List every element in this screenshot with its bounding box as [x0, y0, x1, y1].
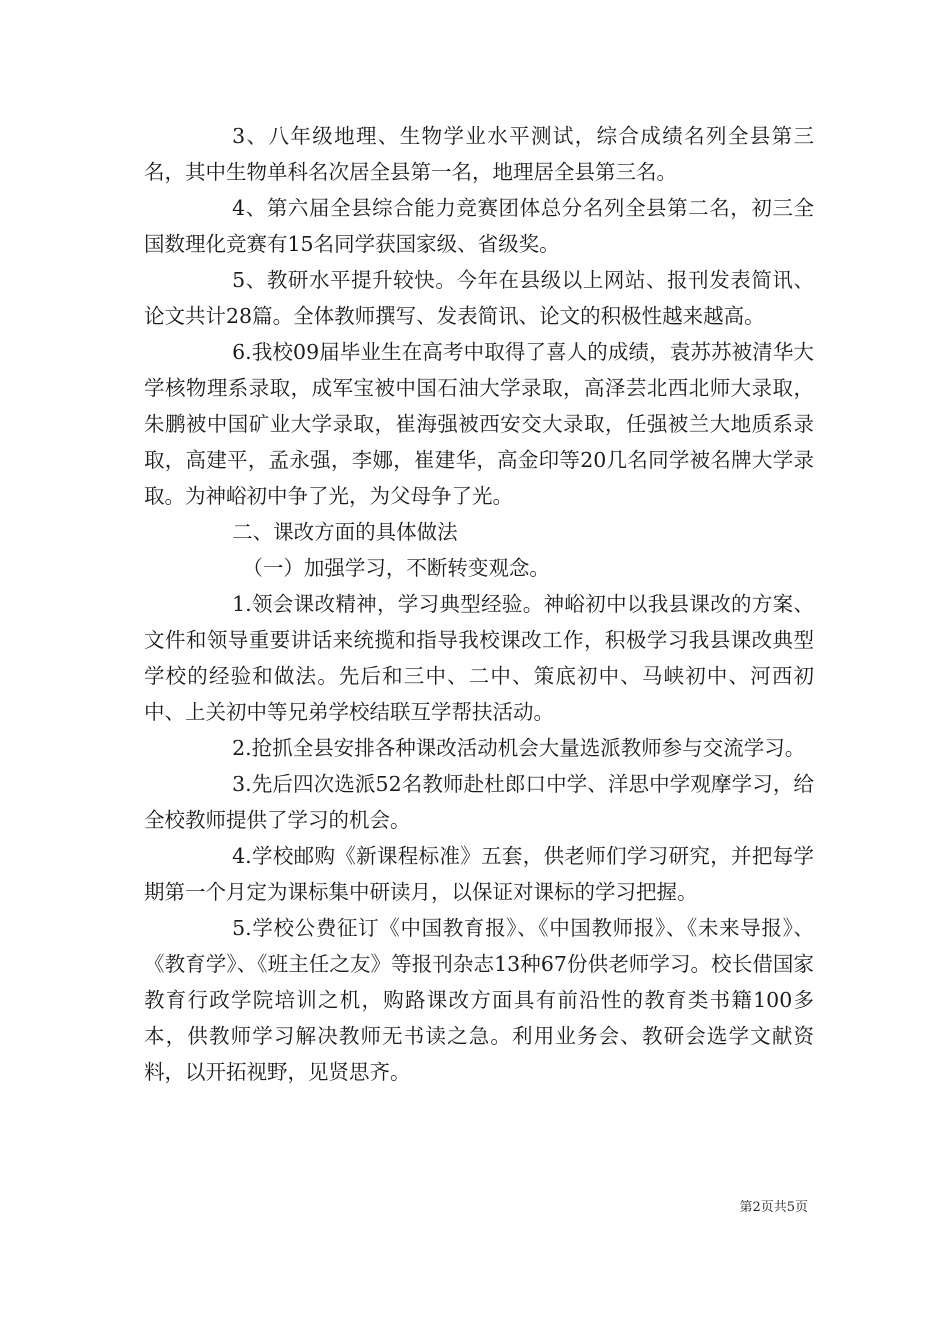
paragraph-item-5: 5、教研水平提升较快。今年在县级以上网站、报刊发表简讯、论文共计28篇。全体教师撰写、发表简讯、论文的积极性越来越高。 — [144, 268, 814, 328]
paragraph-practice-1: 1.领会课改精神，学习典型经验。神峪初中以我县课改的方案、文件和领导重要讲话来统揽和指导我校课改工作，积极学习我县课改典型学校的经验和做法。先后和三中、二中、策底初中、马峡初中、河西初中、上关初中等兄弟学校结联互学帮扶活动。 — [144, 592, 814, 724]
paragraph-practice-3: 3.先后四次选派52名教师赴杜郎口中学、洋思中学观摩学习，给全校教师提供了学习的机会。 — [144, 772, 814, 832]
paragraph-practice-5: 5.学校公费征订《中国教育报》、《中国教师报》、《未来导报》、《教育学》、《班主任之友》等报刊杂志13种67份供老师学习。校长借国家教育行政学院培训之机，购路课改方面具有前沿性的教育类书籍100多本，供教师学习解决教师无书读之急。利用业务会、教研会选学文献资料，以开拓视野，见贤思齐。 — [144, 916, 814, 1084]
paragraph-item-4: 4、第六届全县综合能力竞赛团体总分名列全县第二名，初三全国数理化竞赛有15名同学获国家级、省级奖。 — [144, 196, 814, 256]
page-number-footer: 第2页共5页 — [739, 1200, 808, 1215]
paragraph-item-3: 3、八年级地理、生物学业水平测试，综合成绩名列全县第三名，其中生物单科名次居全县第一名，地理居全县第三名。 — [144, 124, 814, 184]
document-body — [144, 118, 814, 1090]
section-heading: 二、课改方面的具体做法 — [232, 520, 458, 544]
subsection-heading: （一）加强学习，不断转变观念。 — [242, 556, 550, 580]
paragraph-practice-2: 2.抢抓全县安排各种课改活动机会大量选派教师参与交流学习。 — [232, 736, 806, 760]
paragraph-practice-4: 4.学校邮购《新课程标准》五套，供老师们学习研究，并把每学期第一个月定为课标集中研读月，以保证对课标的学习把握。 — [144, 844, 814, 904]
paragraph-item-6: 6.我校09届毕业生在高考中取得了喜人的成绩，袁苏苏被清华大学核物理系录取，成军宝被中国石油大学录取，高泽芸北西北师大录取，朱鹏被中国矿业大学录取，崔海强被西安交大录取，任强被兰大地质系录取，高建平，孟永强，李娜，崔建华，高金印等20几名同学被名牌大学录取。为神峪初中争了光，为父母争了光。 — [144, 340, 814, 508]
